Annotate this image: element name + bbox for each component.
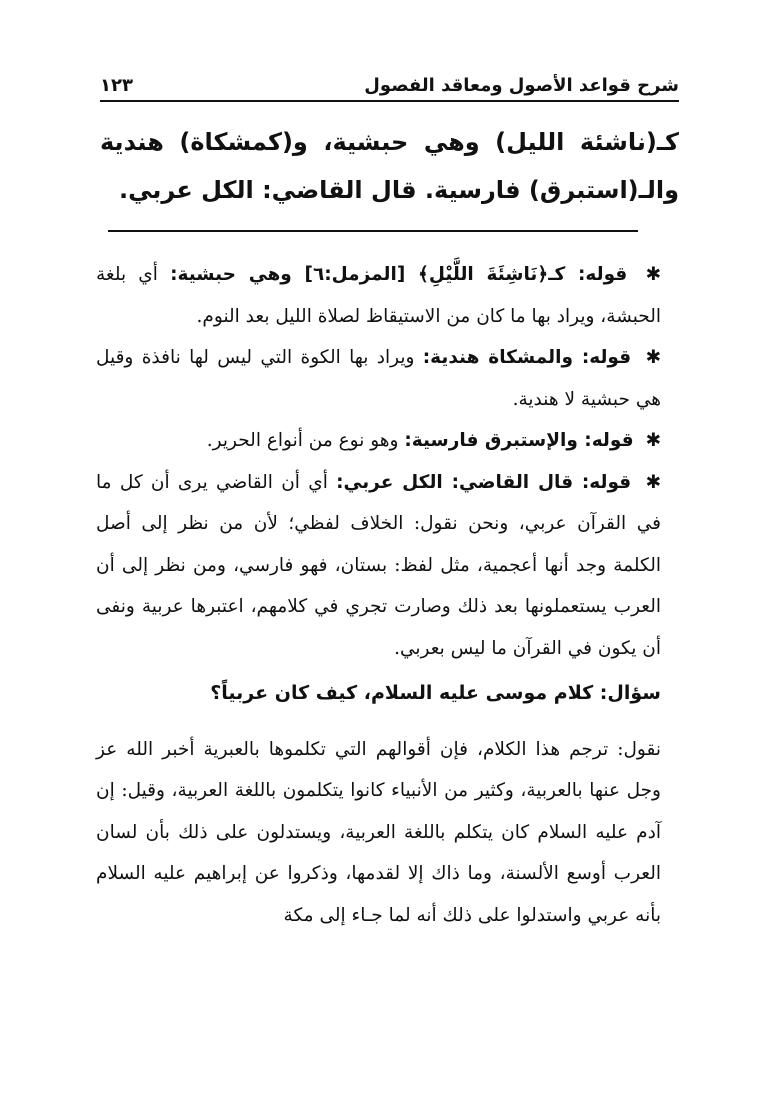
commentary-paragraph-3 bbox=[96, 420, 679, 462]
bullet-star-icon: ✱ bbox=[645, 471, 661, 493]
paragraph-body: أي بلغة الحبشة، ويراد بها ما كان من الاستيقاظ لصلاة الليل بعد النوم. bbox=[96, 264, 661, 327]
paragraph-body: ويراد بها الكوة التي ليس لها نافذة وقيل هي حبشية لا هندية. bbox=[96, 347, 661, 410]
matn-text-block bbox=[100, 118, 679, 214]
page-header bbox=[100, 60, 679, 102]
paragraph-lead: قوله: كـ﴿نَاشِئَةَ اللَّيْلِ﴾ [المزمل:٦] وهي حبشية: bbox=[170, 264, 628, 285]
commentary-paragraph-4 bbox=[96, 462, 679, 670]
paragraph-lead: قوله: والمشكاة هندية: bbox=[422, 347, 632, 368]
matn-paragraph: كـ(ناشئة الليل) وهي حبشية، و(كمشكاة) هندية والـ(استبرق) فارسية. قال القاضي: الكل عربي. bbox=[100, 128, 679, 204]
bullet-star-icon: ✱ bbox=[645, 430, 661, 451]
bullet-star-icon: ✱ bbox=[645, 264, 661, 285]
paragraph-body: وهو نوع من أنواع الحرير. bbox=[206, 430, 399, 451]
commentary-paragraph-2 bbox=[96, 337, 679, 420]
section-divider bbox=[108, 230, 638, 232]
commentary-block bbox=[96, 254, 679, 936]
paragraph-lead: قوله: قال القاضي: الكل عربي: bbox=[336, 471, 632, 493]
question-heading: سؤال: كلام موسى عليه السلام، كيف كان عربياً؟ bbox=[210, 682, 661, 704]
commentary-paragraph-1 bbox=[96, 254, 679, 337]
running-title: شرح قواعد الأصول ومعاقد الفصول bbox=[364, 75, 679, 96]
page-number: ١٢٣ bbox=[100, 75, 133, 96]
paragraph-body: أي أن القاضي يرى أن كل ما في القرآن عربي، ونحن نقول: الخلاف لفظي؛ لأن من نظر إلى أصل الكلمة وجد أنها أعجمية، مثل لفظ: بستان، فهو فارسي، ومن نظر إلى أن العرب يستعملونها بعد ذلك وصارت تجري في كلامهم، اعتبرها عربية ونفى أن يكون في القرآن ما ليس بعربي. bbox=[96, 471, 661, 659]
bullet-star-icon: ✱ bbox=[645, 347, 661, 368]
commentary-paragraph-5: نقول: ترجم هذا الكلام، فإن أقوالهم التي تكلموها بالعبرية أخبر الله عز وجل عنها بالعربية، وكثير من الأنبياء كانوا يتكلمون باللغة العربية، وقيل: إن آدم عليه السلام كان يتكلم باللغة العربية، ويستدلون على ذلك بأن لسان العرب أوسع الألسنة، وما ذاك إلا لقدمها، وذكروا عن إبراهيم عليه السلام بأنه عربي واستدلوا على ذلك أنه لما جـاء إلى مكة bbox=[96, 738, 661, 926]
paragraph-lead: قوله: والإستبرق فارسية: bbox=[404, 430, 634, 451]
